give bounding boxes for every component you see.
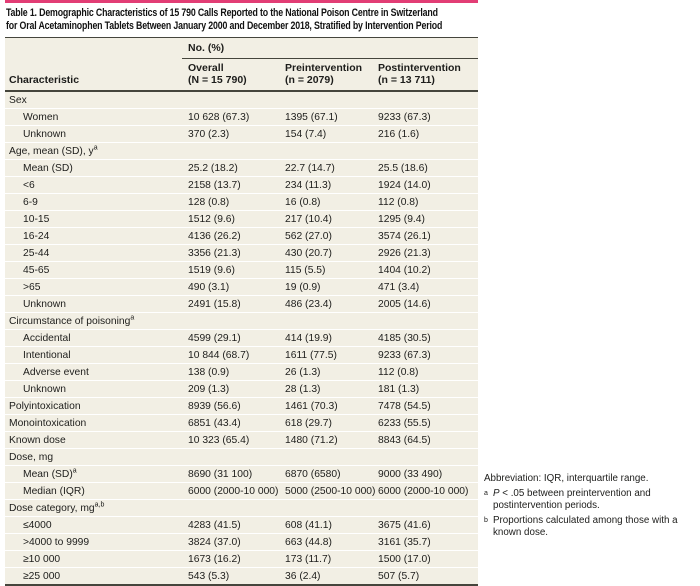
row-value-postintervention: 7478 (54.5) — [378, 400, 431, 412]
column-header-postintervention: Postintervention (n = 13 711) — [378, 62, 461, 86]
row-value-overall — [182, 313, 279, 329]
row-value-overall: 2158 (13.7) — [188, 179, 241, 191]
row-label: ≥25 000 — [23, 570, 61, 582]
table-row — [5, 177, 478, 194]
row-value-postintervention — [372, 92, 478, 108]
table-row — [5, 109, 478, 126]
row-label: Unknown — [23, 128, 66, 140]
row-label: Mean (SD)$^a$ — [23, 467, 77, 480]
row-value-overall: 4283 (41.5) — [188, 519, 241, 531]
row-label: Dose category, mg$^{a,b}$ — [9, 501, 105, 514]
row-value-postintervention: 1924 (14.0) — [378, 179, 431, 191]
row-label: >4000 to 9999 — [23, 536, 90, 548]
table-row — [5, 415, 478, 432]
row-value-overall: 2491 (15.8) — [188, 298, 241, 310]
row-value-preintervention: 663 (44.8) — [285, 536, 332, 548]
table-row — [5, 500, 478, 517]
row-value-overall: 4599 (29.1) — [188, 332, 241, 344]
row-value-preintervention: 217 (10.4) — [285, 213, 332, 225]
row-value-preintervention: 1611 (77.5) — [285, 349, 337, 361]
table-row — [5, 381, 478, 398]
footnote-a-text: < .05 between preintervention and postintervention periods. — [493, 487, 651, 512]
row-value-preintervention: 115 (5.5) — [285, 264, 326, 276]
row-label: Polyintoxication — [9, 400, 81, 412]
row-value-overall: 8690 (31 100) — [188, 468, 253, 480]
row-label: Adverse event — [23, 366, 89, 378]
table-row — [5, 296, 478, 313]
column-header-row — [5, 59, 478, 90]
row-value-preintervention: 1461 (70.3) — [285, 400, 338, 412]
row-value-postintervention: 3574 (26.1) — [378, 230, 431, 242]
row-label: Monointoxication — [9, 417, 87, 429]
row-value-postintervention: 216 (1.6) — [378, 128, 420, 140]
table-row — [5, 126, 478, 143]
row-value-preintervention: 1480 (71.2) — [285, 434, 338, 446]
row-value-postintervention: 8843 (64.5) — [378, 434, 431, 446]
row-value-postintervention — [372, 449, 478, 465]
row-value-overall: 4136 (26.2) — [188, 230, 241, 242]
row-value-postintervention: 6233 (55.5) — [378, 417, 431, 429]
row-value-preintervention: 22.7 (14.7) — [285, 162, 335, 174]
row-label: 45-65 — [23, 264, 50, 276]
row-value-postintervention: 3675 (41.6) — [378, 519, 431, 531]
footnote-b-marker: b — [484, 516, 488, 524]
row-value-preintervention: 36 (2.4) — [285, 570, 321, 582]
row-value-preintervention: 26 (1.3) — [285, 366, 321, 378]
row-value-overall: 1673 (16.2) — [188, 553, 241, 565]
row-value-overall: 10 323 (65.4) — [188, 434, 250, 446]
footnote-a-lead: P — [493, 487, 500, 499]
row-label: Accidental — [23, 332, 71, 344]
footnote-reference: a,b — [94, 501, 105, 509]
row-value-postintervention: 1295 (9.4) — [378, 213, 425, 225]
row-value-preintervention: 414 (19.9) — [285, 332, 332, 344]
row-value-postintervention: 9000 (33 490) — [378, 468, 443, 480]
table-row — [5, 551, 478, 568]
column-header-characteristic: Characteristic — [9, 73, 80, 86]
row-value-overall: 6851 (43.4) — [188, 417, 241, 429]
row-label: Women — [23, 111, 59, 123]
row-value-preintervention — [279, 449, 372, 465]
table-row — [5, 279, 478, 296]
table-title-line1: Table 1. Demographic Characteristics of 15 790 Calls Reported to the National Poison Centre in Switzerland — [6, 7, 438, 19]
row-value-preintervention: 154 (7.4) — [285, 128, 327, 140]
row-value-preintervention: 16 (0.8) — [285, 196, 321, 208]
row-value-overall — [182, 92, 279, 108]
row-value-overall — [182, 143, 279, 159]
table-row — [5, 228, 478, 245]
footnote-b — [484, 515, 697, 540]
row-value-preintervention: 562 (27.0) — [285, 230, 332, 242]
row-label: 25-44 — [23, 247, 50, 259]
row-label: ≤4000 — [23, 519, 52, 531]
row-label: Mean (SD) — [23, 162, 73, 174]
row-value-preintervention: 608 (41.1) — [285, 519, 332, 531]
row-value-postintervention: 25.5 (18.6) — [378, 162, 428, 174]
row-label: Sex — [9, 94, 27, 106]
row-value-overall: 370 (2.3) — [188, 128, 230, 140]
row-value-preintervention: 486 (23.4) — [285, 298, 332, 310]
row-value-preintervention — [279, 92, 372, 108]
row-value-postintervention: 181 (1.3) — [378, 383, 420, 395]
table-row — [5, 160, 478, 177]
row-value-postintervention: 9233 (67.3) — [378, 111, 431, 123]
table-row — [5, 262, 478, 279]
row-label: Age, mean (SD), $y^a$ — [9, 144, 98, 157]
footnote-reference: a — [130, 314, 135, 322]
row-value-preintervention: 28 (1.3) — [285, 383, 321, 395]
table-row — [5, 534, 478, 551]
table-row — [5, 517, 478, 534]
row-label: <6 — [23, 179, 35, 191]
row-value-preintervention: 19 (0.9) — [285, 281, 321, 293]
row-value-overall — [182, 449, 279, 465]
row-value-preintervention: 618 (29.7) — [285, 417, 332, 429]
row-value-postintervention: 2005 (14.6) — [378, 298, 431, 310]
row-value-postintervention: 9233 (67.3) — [378, 349, 431, 361]
table-title-line2: for Oral Acetaminophen Tablets Between January 2000 and December 2018, Stratified by Intervention Period — [6, 20, 443, 32]
row-value-overall: 10 844 (68.7) — [188, 349, 250, 361]
row-label: Intentional — [23, 349, 71, 361]
row-value-preintervention — [279, 500, 372, 516]
row-value-overall: 1519 (9.6) — [188, 264, 235, 276]
footnote-b-text: Proportions calculated among those with a known dose. — [493, 514, 678, 539]
footnote-a — [484, 488, 697, 513]
row-label: Known dose — [9, 434, 66, 446]
row-value-preintervention: 6870 (6580) — [285, 468, 341, 480]
row-value-postintervention: 112 (0.8) — [378, 366, 419, 378]
row-label: 10-15 — [23, 213, 50, 225]
table-row — [5, 194, 478, 211]
row-value-postintervention: 471 (3.4) — [378, 281, 420, 293]
row-value-preintervention: 5000 (2500-10 000) — [285, 485, 376, 497]
table-header — [5, 37, 478, 92]
row-value-preintervention: 1395 (67.1) — [285, 111, 338, 123]
row-label: Median (IQR) — [23, 485, 85, 497]
row-label: Dose, mg — [9, 451, 54, 463]
row-value-overall: 10 628 (67.3) — [188, 111, 250, 123]
row-value-postintervention: 1404 (10.2) — [378, 264, 431, 276]
footnotes — [484, 473, 697, 540]
table-title — [5, 3, 478, 37]
row-value-postintervention: 3161 (35.7) — [378, 536, 431, 548]
row-value-postintervention — [372, 500, 478, 516]
row-value-overall: 128 (0.8) — [188, 196, 230, 208]
row-label: Unknown — [23, 383, 66, 395]
row-value-overall: 25.2 (18.2) — [188, 162, 238, 174]
row-value-overall: 490 (3.1) — [188, 281, 230, 293]
row-value-postintervention: 6000 (2000-10 000) — [378, 485, 469, 497]
footnote-a-marker: a — [484, 489, 488, 497]
table-row — [5, 432, 478, 449]
row-value-overall: 138 (0.9) — [188, 366, 230, 378]
table1 — [5, 0, 478, 586]
table-row — [5, 483, 478, 500]
row-label: Circumstance of poisoning$^a$ — [9, 314, 135, 327]
row-value-postintervention: 2926 (21.3) — [378, 247, 431, 259]
abbreviation-note: Abbreviation: IQR, interquartile range. — [484, 473, 649, 484]
row-value-overall: 8939 (56.6) — [188, 400, 241, 412]
table-row — [5, 347, 478, 364]
row-value-overall: 3824 (37.0) — [188, 536, 241, 548]
group-header-row — [182, 38, 478, 59]
row-value-overall: 6000 (2000-10 000) — [188, 485, 279, 497]
row-label: 6-9 — [23, 196, 38, 208]
row-value-postintervention: 4185 (30.5) — [378, 332, 431, 344]
row-value-postintervention: 507 (5.7) — [378, 570, 420, 582]
row-value-postintervention: 1500 (17.0) — [378, 553, 431, 565]
row-value-overall: 1512 (9.6) — [188, 213, 235, 225]
row-value-overall: 3356 (21.3) — [188, 247, 241, 259]
row-value-preintervention: 430 (20.7) — [285, 247, 332, 259]
table-row — [5, 364, 478, 381]
row-value-overall — [182, 500, 279, 516]
table-row — [5, 245, 478, 262]
footnote-reference: a — [93, 144, 98, 152]
table-row — [5, 92, 478, 109]
table-row — [5, 143, 478, 160]
table-row — [5, 449, 478, 466]
footnote-reference: a — [72, 467, 77, 475]
column-header-overall: Overall (N = 15 790) — [188, 62, 247, 86]
table-row — [5, 313, 478, 330]
row-label: 16-24 — [23, 230, 50, 242]
row-value-preintervention: 234 (11.3) — [285, 179, 332, 191]
row-value-postintervention — [372, 143, 478, 159]
row-label: >65 — [23, 281, 41, 293]
row-label: Unknown — [23, 298, 66, 310]
table-row — [5, 466, 478, 483]
table-row — [5, 211, 478, 228]
column-header-preintervention: Preintervention (n = 2079) — [285, 62, 363, 86]
row-label: ≥10 000 — [23, 553, 61, 565]
row-value-postintervention: 112 (0.8) — [378, 196, 419, 208]
row-value-preintervention — [279, 313, 372, 329]
row-value-overall: 543 (5.3) — [188, 570, 230, 582]
group-header-label: No. (%) — [188, 42, 225, 54]
row-value-overall: 209 (1.3) — [188, 383, 230, 395]
table-body — [5, 92, 478, 586]
table-row — [5, 330, 478, 347]
row-value-preintervention — [279, 143, 372, 159]
row-value-postintervention — [372, 313, 478, 329]
table-row — [5, 568, 478, 584]
row-value-preintervention: 173 (11.7) — [285, 553, 332, 565]
table-row — [5, 398, 478, 415]
